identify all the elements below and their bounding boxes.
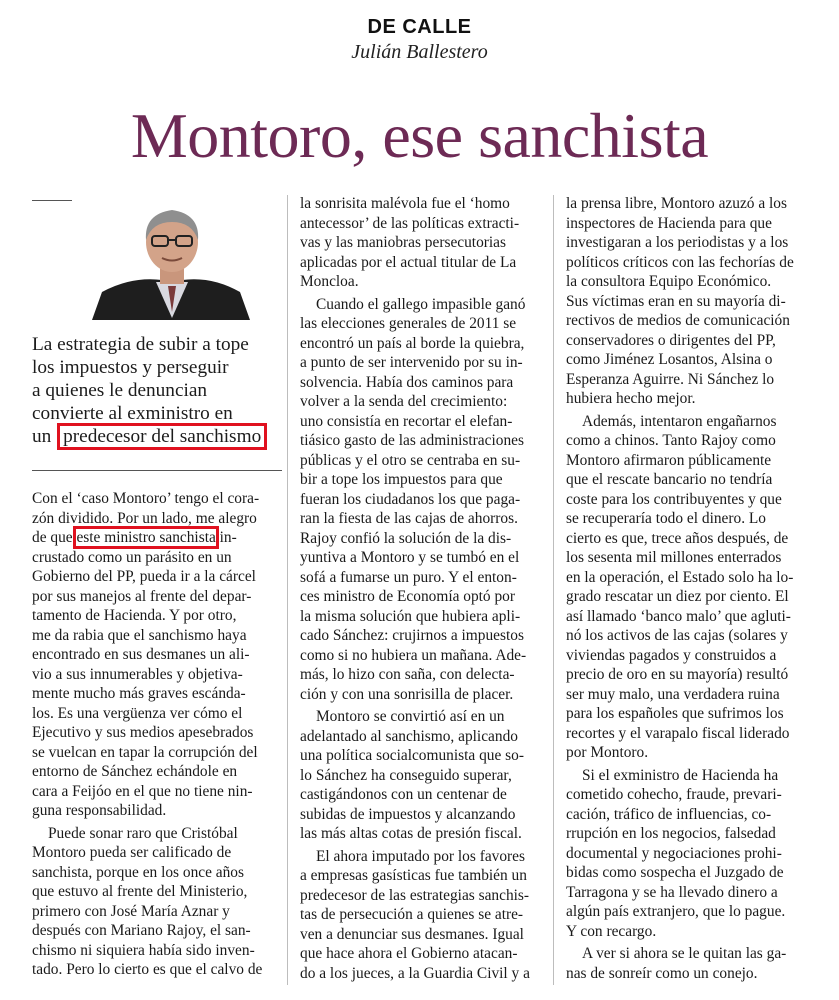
article-line: bidas como sospecha el Juzgado de <box>566 864 784 881</box>
article-line: por sus manejos al frente del depar- <box>32 587 252 605</box>
article-line: ción y con una sonrisilla de placer. <box>300 685 514 703</box>
article-header <box>0 14 839 64</box>
article-line: para los españoles que sufrimos los <box>566 705 784 722</box>
article-line: encontrado en sus desmanes un ali- <box>32 646 250 663</box>
article-line: volver a la senda del crecimiento: <box>300 393 508 410</box>
highlight-suffix: in- <box>215 529 237 546</box>
article-line: viviendas pagados y construidos a <box>566 646 777 664</box>
article-line: entorno de Sánchez echándole en <box>32 763 238 780</box>
article-line: ven a denunciar sus desmanes. Igual <box>300 925 524 943</box>
article-line: ran la fiesta de las cajas de ahorros. <box>300 510 518 527</box>
article-line: así llamado ‘banco malo’ que agluti- <box>566 607 791 625</box>
article-line: solvencia. Había dos caminos para <box>300 373 514 391</box>
article-line: investigaran a los periodistas y a los <box>566 234 789 251</box>
article-line: Sus víctimas eran en su mayoría di- <box>566 292 786 310</box>
author-photo <box>72 200 272 320</box>
highlight-prefix: de que <box>32 529 77 546</box>
article-line: cometido cohecho, fraude, prevari- <box>566 786 782 803</box>
article-line: algún país extranjero, que lo pague. <box>566 903 786 920</box>
article-line: sofá a fumarse un puro. Y el enton- <box>300 568 517 586</box>
article-line: primero con José María Aznar y <box>32 902 230 920</box>
article-line: castigándonos con un centenar de <box>300 786 507 803</box>
article-line: Y con recargo. <box>566 922 657 940</box>
article-line: como a chinos. Tanto Rajoy como <box>566 432 776 449</box>
article-line: rectivos de medios de comunicación <box>566 312 790 329</box>
article-line: Tarragona y se ha llevado dinero a <box>566 883 778 901</box>
article-line: los sesenta mil millones enterrados <box>566 549 782 566</box>
article-line: se vuelcan en tapar la corrupción del <box>32 743 258 761</box>
pull-quote-rule <box>32 470 282 471</box>
article-line: Puede sonar raro que Cristóbal <box>48 824 238 842</box>
article-line: las elecciones generales de 2011 se <box>300 315 517 332</box>
article-line: sanchista, porque en los once años <box>32 863 244 881</box>
pull-quote-highlight: predecesor del sanchismo <box>57 423 267 450</box>
article-line: por Montoro. <box>566 744 649 761</box>
article-line: tiásico gasto de las administraciones <box>300 432 524 449</box>
article-line: coste para los contribuyentes y que <box>566 490 782 508</box>
article-line: tado. Pero lo cierto es que el calvo de <box>32 961 263 978</box>
article-line: Ejecutivo y sus medios apesebrados <box>32 724 254 741</box>
article-line: guna responsabilidad. <box>32 802 167 819</box>
article-line: que el rescate bancario no tendría <box>566 471 773 488</box>
article-column-1 <box>32 489 284 980</box>
article-line: bir a tope los impuestos para que <box>300 471 503 488</box>
article-line: documental y negociaciones prohi- <box>566 844 782 862</box>
pull-quote <box>32 333 284 448</box>
article-line: Además, intentaron engañarnos <box>582 412 777 430</box>
article-line: se recuperaría todo el dinero. Lo <box>566 510 766 527</box>
article-line: cierto es que, trece años después, de <box>566 529 789 547</box>
article-column-2 <box>300 194 552 983</box>
article-line: predecesor de las estrategias sanchis- <box>300 886 530 904</box>
article-line: en la operación, el Estado solo ha lo- <box>566 568 794 586</box>
article-line: fueran los ciudadanos los que paga- <box>300 490 521 508</box>
pull-quote-line: La estrategia de subir a tope <box>32 334 249 355</box>
article-line: A ver si ahora se le quitan las ga- <box>582 945 787 962</box>
article-line: tamento de Hacienda. Y por otro, <box>32 607 237 624</box>
article-line: nas de sonreír como un conejo. <box>566 964 758 982</box>
article-line: uno consistía en recortar el elefan- <box>300 412 513 430</box>
article-line: subidas de impuestos y alcanzando <box>300 805 516 823</box>
pull-quote-prefix: un <box>32 426 57 447</box>
article-line: ces ministro de Economía optó por <box>300 588 515 605</box>
article-line: cara a Feijóo en el que no tiene nin- <box>32 782 253 800</box>
pull-quote-line: a quienes le denuncian <box>32 380 208 401</box>
article-line: rrupción en los negocios, falsedad <box>566 825 776 842</box>
article-line: que estuvo al frente del Ministerio, <box>32 883 248 900</box>
article-line: las más altas cotas de presión fiscal. <box>300 825 522 842</box>
pull-quote-line: los impuestos y perseguir <box>32 357 229 378</box>
article-line: a empresas gasísticas fue también un <box>300 867 527 884</box>
article-line: Montoro afirmaron públicamente <box>566 451 772 469</box>
article-line: Cuando el gallego impasible ganó <box>316 295 526 313</box>
article-line: yuntiva a Montoro y se tumbó en el <box>300 549 520 566</box>
article-line: lo Sánchez ha conseguido superar, <box>300 766 512 784</box>
article-line: recortes y el varapalo fiscal liderado <box>566 724 790 742</box>
article-line: los. Es una vergüenza ver cómo el <box>32 704 243 722</box>
article-column-3 <box>566 194 818 983</box>
article-line: conservadores o dirigentes del PP, <box>566 331 776 349</box>
pull-quote-line: convierte al exministro en <box>32 403 233 424</box>
article-line: nó los activos de las cajas (solares y <box>566 627 788 644</box>
article-line: cación, tráfico de influencias, co- <box>566 805 772 823</box>
article-line: antecessor’ de las políticas extracti- <box>300 214 520 232</box>
article-line: Esperanza Aguirre. Ni Sánchez lo <box>566 370 775 388</box>
article-line: Si el exministro de Hacienda ha <box>582 766 779 784</box>
article-line: precio de oro en su mayoría) resultó <box>566 666 789 683</box>
article-line: más, lo hizo con saña, con delecta- <box>300 666 515 683</box>
article-line: como Jiménez Losantos, Alsina o <box>566 351 773 368</box>
article-line: crustado como un parásito en un <box>32 548 232 566</box>
article-line: públicas y el otro se centraba en su- <box>300 451 521 469</box>
article-line: Montoro se convirtió así en un <box>316 708 505 725</box>
article-line: zón dividido. Por un lado, me alegro <box>32 509 257 527</box>
article-line: Rajoy confió la solución de la dis- <box>300 529 512 547</box>
column-separator <box>553 195 554 985</box>
article-line: inspectores de Hacienda para que <box>566 214 772 232</box>
article-line <box>32 528 284 548</box>
article-line: a punto de ser intervenido por su in- <box>300 354 523 371</box>
article-line: vio a sus innumerables y objetiva- <box>32 665 243 683</box>
article-line: mente mucho más graves escánda- <box>32 685 246 702</box>
article-line: como si no hubiera un mañana. Ade- <box>300 646 527 664</box>
section-label: DE CALLE <box>367 16 472 38</box>
article-line: me da rabia que el sanchismo haya <box>32 626 247 644</box>
article-line: adelantado al sanchismo, aplicando <box>300 727 518 745</box>
article-line: la sonrisita malévola fue el ‘homo <box>300 195 510 212</box>
article-line: encontró un país al borde la quiebra, <box>300 334 525 352</box>
article-line: aplicadas por el actual titular de La <box>300 253 517 271</box>
article-line: hubiera hecho mejor. <box>566 390 696 407</box>
article-line: después con Mariano Rajoy, el san- <box>32 922 251 939</box>
highlighted-phrase: este ministro sanchista <box>76 529 216 546</box>
column-separator <box>287 195 288 985</box>
article-line: chismo ni siquiera había sido inven- <box>32 941 255 959</box>
article-line: que hace ahora el Gobierno atacan- <box>300 945 518 962</box>
article-line: la consultora Equipo Económico. <box>566 273 772 290</box>
article-line: la misma solución que hubiera apli- <box>300 607 521 625</box>
article-line: Montoro pueda ser calificado de <box>32 844 232 861</box>
pull-quote-line-last <box>32 426 267 447</box>
article-line: Gobierno del PP, pueda ir a la cárcel <box>32 568 256 585</box>
article-line: políticos críticos con las fechorías de <box>566 253 794 271</box>
article-line: grado rescatar un diez por ciento. El <box>566 588 789 605</box>
article-line: ser muy malo, una verdadera ruina <box>566 685 780 703</box>
article-line: do a los jueces, a la Guardia Civil y a <box>300 964 530 982</box>
article-line: una política socialcomunista que so- <box>300 747 524 764</box>
author-name: Julián Ballestero <box>351 41 488 63</box>
article-line: tas de persecución a quienes se atre- <box>300 906 524 923</box>
article-line: Moncloa. <box>300 273 359 290</box>
article-line: cado Sánchez: crujirnos a impuestos <box>300 627 524 644</box>
article-line: Con el ‘caso Montoro’ tengo el cora- <box>32 490 260 507</box>
article-line: El ahora imputado por los favores <box>316 847 525 865</box>
article-line: la prensa libre, Montoro azuzó a los <box>566 195 787 212</box>
headline: Montoro, ese sanchista <box>130 100 709 171</box>
article-line: vas y las maniobras persecutorias <box>300 234 507 251</box>
